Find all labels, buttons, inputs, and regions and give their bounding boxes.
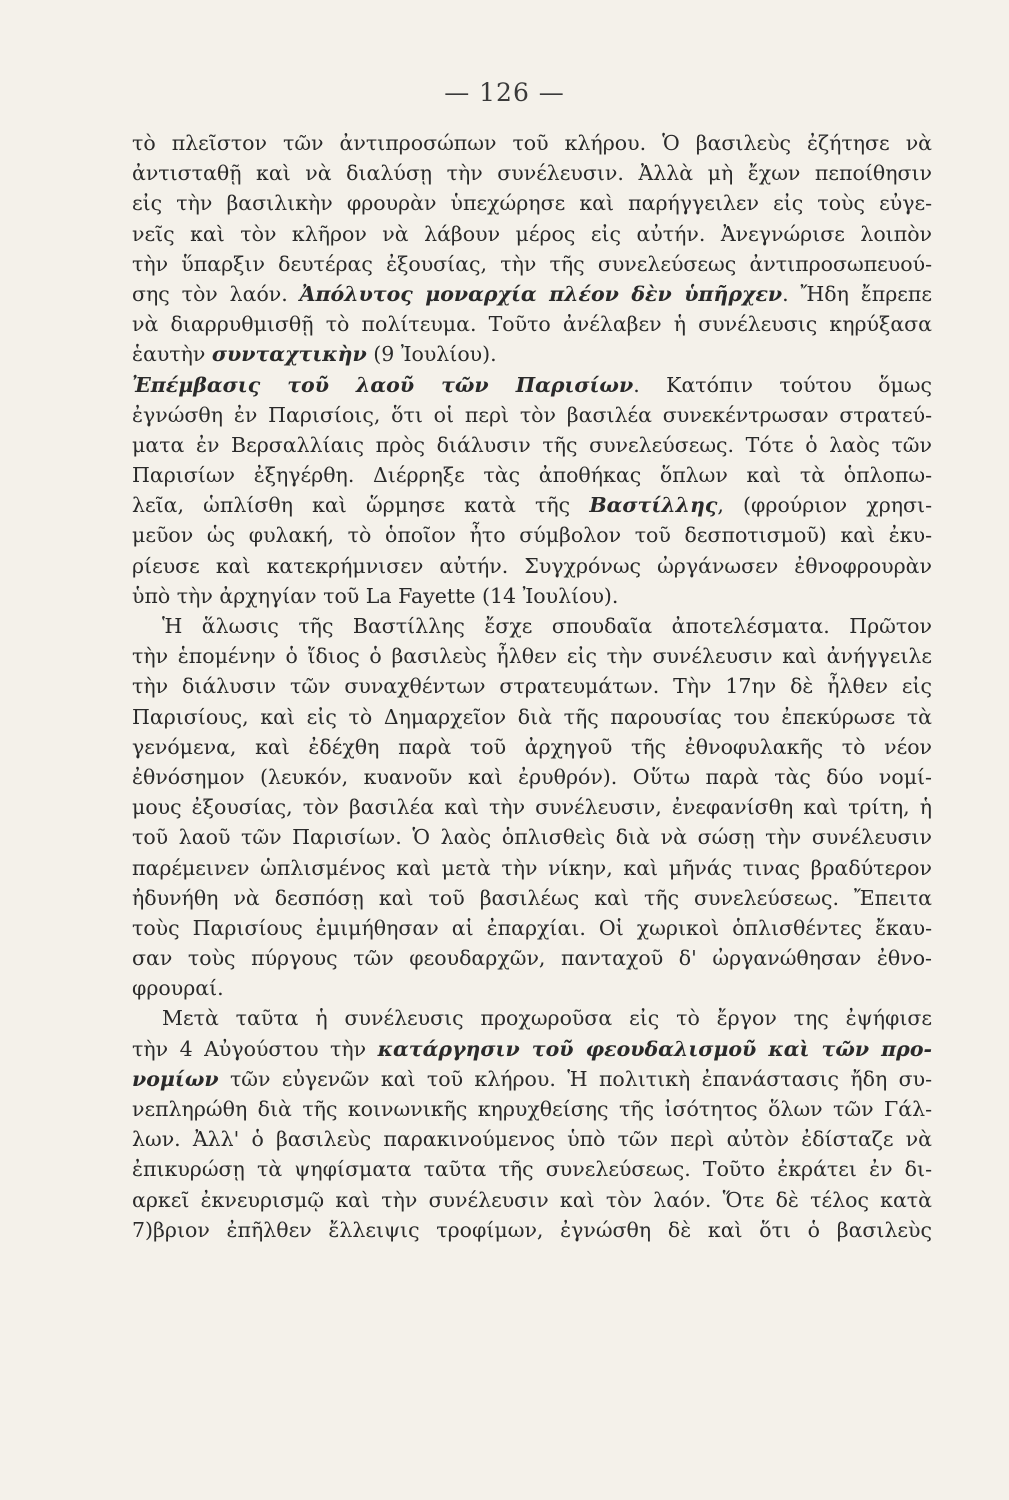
text-line	[132, 490, 932, 520]
text-line	[132, 1154, 932, 1184]
emphasized-text: νομίων	[132, 1066, 219, 1091]
text-segment: τοῦ λαοῦ τῶν Παρισίων. Ὁ λαὸς ὁπλισθεὶς διὰ νὰ σώσῃ τὴν συνέλευσιν	[132, 825, 932, 850]
text-segment: ρίευσε καὶ κατεκρήμνισεν αὐτήν. Συγχρόνως ὠργάνωσεν ἐθνοφρουρὰν	[132, 553, 932, 578]
text-segment: τὴν διάλυσιν τῶν συναχθέντων στρατευμάτων. Τὴν 17ην δὲ ἦλθεν εἰς	[132, 674, 932, 699]
text-line	[132, 551, 932, 581]
text-line	[132, 883, 932, 913]
text-line	[132, 853, 932, 883]
text-line	[132, 520, 932, 550]
text-segment: (9 Ἰουλίου).	[366, 342, 497, 367]
text-segment: λων. Ἀλλ' ὁ βασιλεὺς παρακινούμενος ὑπὸ τῶν περὶ αὐτὸν ἐδίσταζε νὰ	[132, 1127, 932, 1152]
text-line	[132, 1094, 932, 1124]
text-segment: . Ἤδη ἔπρεπε	[782, 281, 932, 306]
text-segment: παρέμεινεν ὡπλισμένος καὶ μετὰ τὴν νίκην, καὶ μῆνάς τινας βραδύτερον	[132, 855, 932, 880]
text-line	[132, 581, 932, 611]
text-line	[132, 1124, 932, 1154]
text-line	[132, 339, 932, 369]
text-line	[132, 1034, 932, 1064]
text-segment: ἠδυνήθη νὰ δεσπόσῃ καὶ τοῦ βασιλέως καὶ τῆς συνελεύσεως. Ἔπειτα	[132, 885, 932, 910]
text-line	[132, 702, 932, 732]
page-number: — 126 —	[444, 78, 565, 107]
text-line	[132, 792, 932, 822]
text-line	[132, 188, 932, 218]
text-segment: τοὺς Παρισίους ἐμιμήθησαν αἱ ἐπαρχίαι. Οἱ χωρικοὶ ὁπλισθέντες ἔκαυ-	[132, 915, 932, 940]
text-line	[132, 279, 932, 309]
text-line	[132, 973, 932, 1003]
text-line	[132, 460, 932, 490]
text-segment: ἑαυτὴν	[132, 342, 212, 367]
text-segment: , (φρούριον χρησι-	[717, 493, 932, 518]
text-segment: μεῦον ὡς φυλακή, τὸ ὁποῖον ἦτο σύμβολον τοῦ δεσποτισμοῦ) καὶ ἐκυ-	[132, 523, 932, 548]
text-line	[132, 671, 932, 701]
text-segment: σαν τοὺς πύργους τῶν φεουδαρχῶν, πανταχοῦ δ' ὠργανώθησαν ἐθνο-	[132, 946, 932, 971]
text-segment: λεῖα, ὡπλίσθη καὶ ὥρμησε κατὰ τῆς	[132, 493, 590, 518]
text-segment: Παρισίων ἐξηγέρθη. Διέρρηξε τὰς ἀποθήκας ὅπλων καὶ τὰ ὁπλοπω-	[132, 463, 932, 488]
text-line	[132, 611, 932, 641]
emphasized-text: συνταχτικὴν	[211, 342, 367, 367]
text-segment: 7)βριον ἐπῆλθεν ἔλλειψις τροφίμων, ἐγνώσθη δὲ καὶ ὅτι ὁ βασιλεὺς	[132, 1217, 932, 1242]
text-line	[132, 128, 932, 158]
text-segment: τῶν εὐγενῶν καὶ τοῦ κλήρου. Ἡ πολιτικὴ ἐπανάστασις ἤδη συ-	[218, 1066, 932, 1091]
text-segment: Παρισίους, καὶ εἰς τὸ Δημαρχεῖον διὰ τῆς παρουσίας του ἐπεκύρωσε τὰ	[132, 704, 932, 729]
text-line	[132, 641, 932, 671]
text-line	[132, 1003, 932, 1033]
emphasized-text: Ἀπόλυτος μοναρχία πλέον δὲν ὑπῆρχεν	[299, 281, 783, 306]
text-segment: νὰ διαρρυθμισθῇ τὸ πολίτευμα. Τοῦτο ἀνέλαβεν ἡ συνέλευσις κηρύξασα	[132, 312, 932, 337]
text-line	[132, 370, 932, 400]
text-segment: εἰς τὴν βασιλικὴν φρουρὰν ὑπεχώρησε καὶ παρήγγειλεν εἰς τοὺς εὐγε-	[132, 191, 932, 216]
text-segment: ὑπὸ τὴν ἀρχηγίαν τοῦ La Fayette (14 Ἰουλίου).	[132, 583, 619, 608]
text-line	[132, 913, 932, 943]
text-segment: νεπληρώθη διὰ τῆς κοινωνικῆς κηρυχθείσης τῆς ἰσότητος ὅλων τῶν Γάλ-	[132, 1097, 932, 1121]
text-segment: αρκεῖ ἐκνευρισμῷ καὶ τὴν συνέλευσιν καὶ τὸν λαόν. Ὅτε δὲ τέλος κατὰ	[132, 1187, 932, 1212]
text-line	[132, 943, 932, 973]
emphasized-text: Ἐπέμβασις τοῦ λαοῦ τῶν Παρισίων	[132, 372, 634, 397]
text-segment: τὸ πλεῖστον τῶν ἀντιπροσώπων τοῦ κλήρου. Ὁ βασιλεὺς ἐζήτησε νὰ	[132, 131, 932, 155]
text-segment: ματα ἐν Βερσαλλίαις πρὸς διάλυσιν τῆς συνελεύσεως. Τότε ὁ λαὸς τῶν	[132, 432, 932, 457]
text-line	[132, 219, 932, 249]
text-segment: ἀντισταθῇ καὶ νὰ διαλύσῃ τὴν συνέλευσιν. Ἀλλὰ μὴ ἔχων πεποίθησιν	[132, 161, 932, 186]
emphasized-text: κατάργησιν τοῦ φεουδαλισμοῦ καὶ τῶν προ-	[377, 1036, 932, 1061]
text-segment: ἐπικυρώσῃ τὰ ψηφίσματα ταῦτα τῆς συνελεύσεως. Τοῦτο ἐκράτει ἐν δι-	[132, 1157, 932, 1182]
text-line	[132, 822, 932, 852]
text-line	[132, 249, 932, 279]
body-text	[132, 128, 932, 1245]
text-segment: ἐγνώσθη ἐν Παρισίοις, ὅτι οἱ περὶ τὸν βασιλέα συνεκέντρωσαν στρατεύ-	[132, 402, 932, 427]
text-segment: φρουραί.	[132, 976, 224, 1001]
text-line	[132, 732, 932, 762]
text-segment: νεῖς καὶ τὸν κλῆρον νὰ λάβουν μέρος εἰς αὐτήν. Ἀνεγνώρισε λοιπὸν	[132, 221, 932, 246]
text-segment: τὴν 4 Αὐγούστου τὴν	[132, 1036, 378, 1061]
text-segment: τὴν ὕπαρξιν δευτέρας ἐξουσίας, τὴν τῆς συνελεύσεως ἀντιπροσωπευού-	[132, 251, 932, 276]
text-segment: τὴν ἑπομένην ὁ ἴδιος ὁ βασιλεὺς ἦλθεν εἰς τὴν συνέλευσιν καὶ ἀνήγγειλε	[132, 644, 932, 669]
text-line	[132, 762, 932, 792]
text-segment: ἐθνόσημον (λευκόν, κυανοῦν καὶ ἐρυθρόν). Οὕτω παρὰ τὰς δύο νομί-	[132, 764, 932, 789]
text-segment: . Κατόπιν τούτου ὅμως	[633, 372, 932, 397]
text-line	[132, 1185, 932, 1215]
text-segment: Ἡ ἅλωσις τῆς Βαστίλλης ἔσχε σπουδαῖα ἀποτελέσματα. Πρῶτον	[162, 614, 932, 638]
text-segment: Μετὰ ταῦτα ἡ συνέλευσις προχωροῦσα εἰς τὸ ἔργον της ἐψήφισε	[162, 1006, 932, 1031]
text-line	[132, 158, 932, 188]
text-line	[132, 1215, 932, 1245]
text-line	[132, 430, 932, 460]
text-segment: σης τὸν λαόν.	[132, 281, 300, 306]
text-line	[132, 400, 932, 430]
text-segment: μους ἐξουσίας, τὸν βασιλέα καὶ τὴν συνέλευσιν, ἐνεφανίσθη καὶ τρίτη, ἡ	[132, 795, 932, 820]
text-line	[132, 1064, 932, 1094]
text-segment: γενόμενα, καὶ ἐδέχθη παρὰ τοῦ ἀρχηγοῦ τῆς ἐθνοφυλακῆς τὸ νέον	[132, 734, 932, 759]
emphasized-text: Βαστίλλης	[589, 493, 718, 518]
text-line	[132, 309, 932, 339]
